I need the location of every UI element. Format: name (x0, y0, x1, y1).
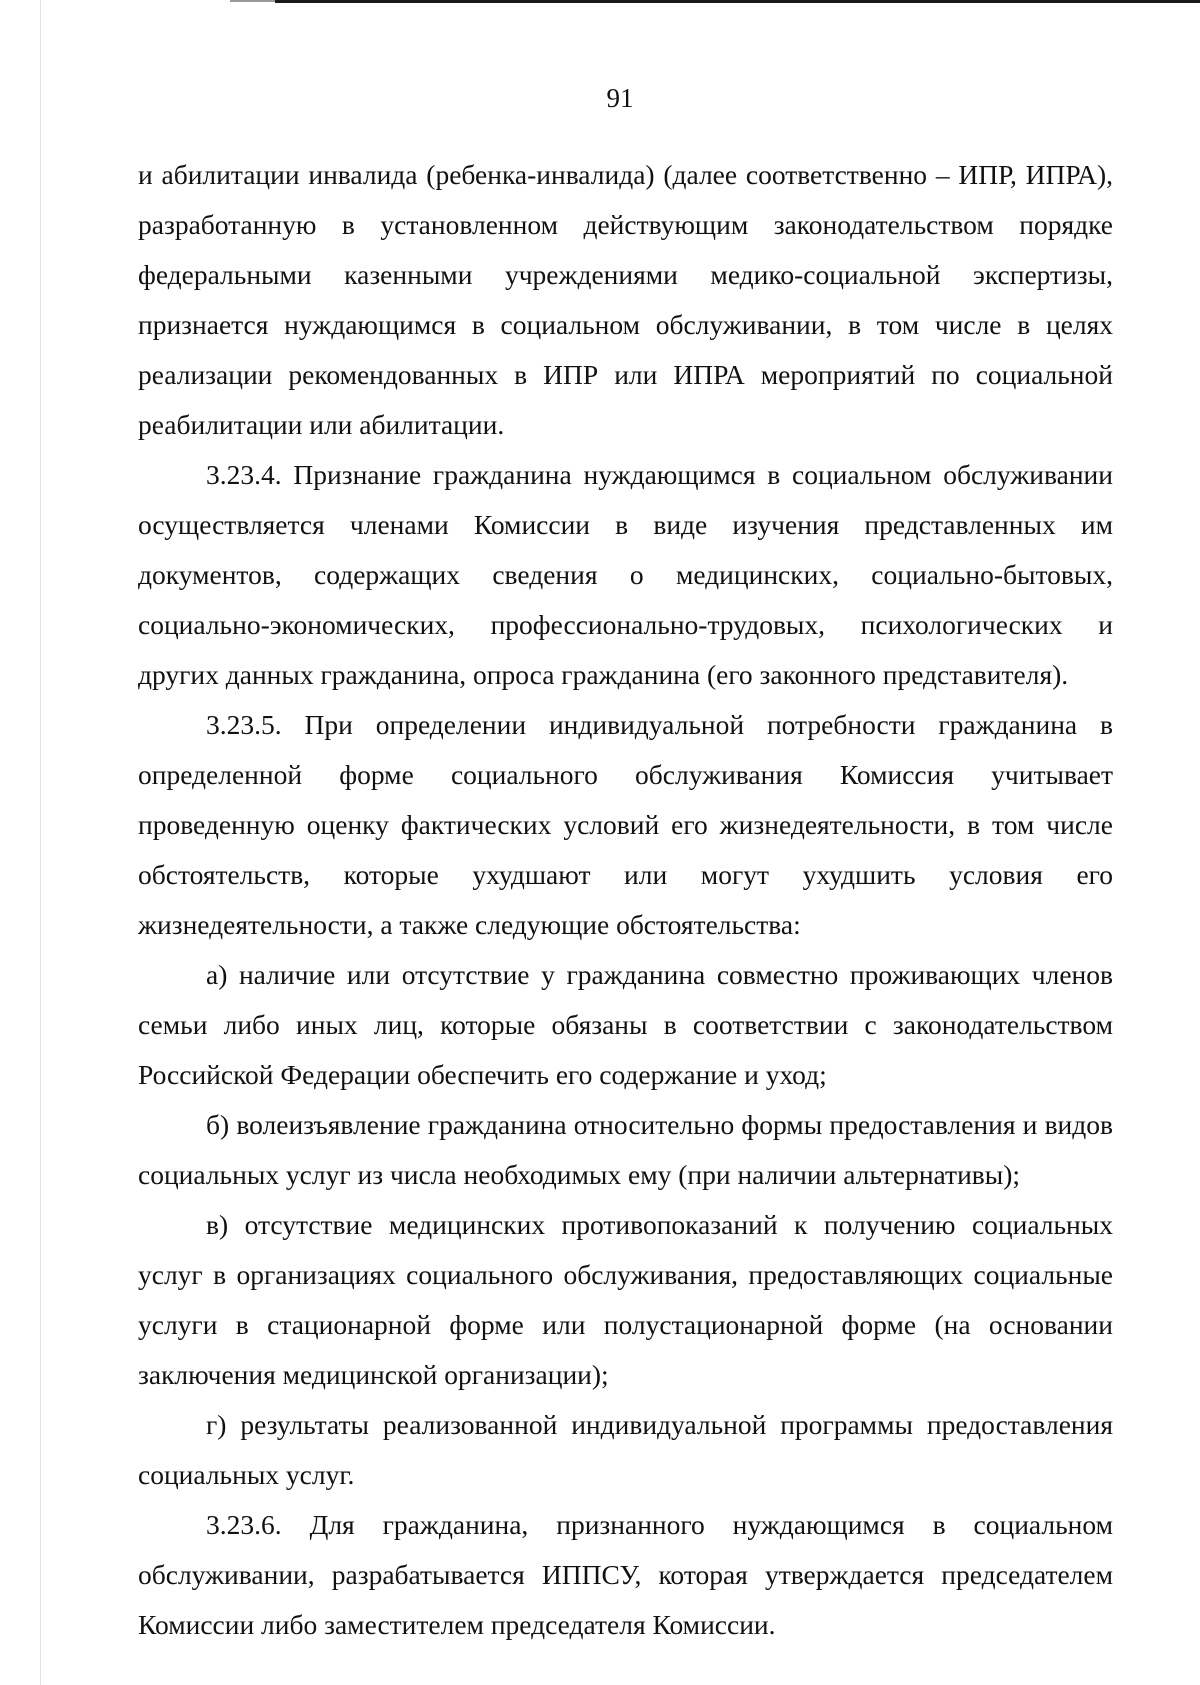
scan-edge-top (275, 0, 1200, 3)
paragraph-3-23-5: 3.23.5. При определении индивидуальной потребности гражданина в определенной форме социального обслуживания Комиссия учитывает проведенную оценку фактических условий его жизнедеятельности, в том числе обстоятельств, которые ухудшают или могут ухудшить условия его жизнедеятельности, а также следующие обстоятельства: (138, 709, 1113, 940)
list-item-g: г) результаты реализованной индивидуальной программы предоставления социальных услуг. (138, 1409, 1113, 1490)
page-number: 91 (606, 83, 634, 113)
paragraph-continuation: и абилитации инвалида (ребенка-инвалида) (далее соответственно – ИПР, ИПРА), разработанную в установленном действующим законодательством порядке федеральными казенными учреждениями медико-социальной экспертизы, признается нуждающимся в социальном обслуживании, в том числе в целях реализации рекомендованных в ИПР или ИПРА мероприятий по социальной реабилитации или абилитации. (138, 159, 1113, 440)
paragraph-3-23-6: 3.23.6. Для гражданина, признанного нуждающимся в социальном обслуживании, разрабатывается ИППСУ, которая утверждается председателем Комиссии либо заместителем председателя Комиссии. (138, 1509, 1113, 1640)
scan-edge-left (40, 0, 41, 1685)
list-item-b: б) волеизъявление гражданина относительно формы предоставления и видов социальных услуг из числа необходимых ему (при наличии альтернативы); (138, 1109, 1113, 1190)
paragraph-3-23-4: 3.23.4. Признание гражданина нуждающимся в социальном обслуживании осуществляется членами Комиссии в виде изучения представленных им документов, содержащих сведения о медицинских, социально-бытовых, социально-экономических, профессионально-трудовых, психологических и других данных гражданина, опроса гражданина (его законного представителя). (138, 459, 1113, 690)
document-body (138, 150, 1113, 1650)
list-item-a: а) наличие или отсутствие у гражданина совместно проживающих членов семьи либо иных лиц, которые обязаны в соответствии с законодательством Российской Федерации обеспечить его содержание и уход; (138, 959, 1113, 1090)
scan-edge-top-faint (230, 0, 275, 2)
list-item-v: в) отсутствие медицинских противопоказаний к получению социальных услуг в организациях социального обслуживания, предоставляющих социальные услуги в стационарной форме или полустационарной форме (на основании заключения медицинской организации); (138, 1209, 1113, 1390)
